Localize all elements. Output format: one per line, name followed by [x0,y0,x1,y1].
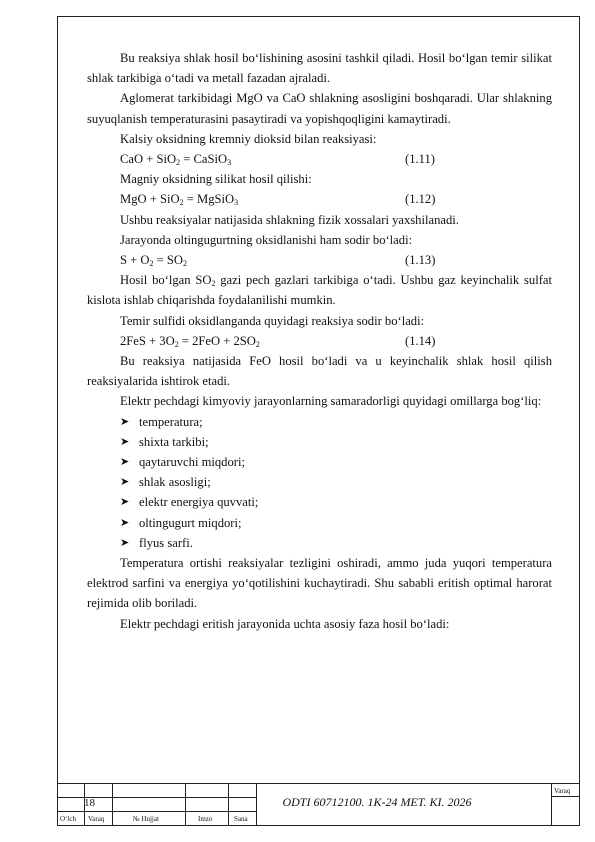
text-line: Temir sulfidi oksidlanganda quyidagi reaksiya sodir bo‘ladi: [120,313,425,328]
stamp-line [57,811,256,812]
stamp-line [551,796,580,797]
title-block [57,783,580,826]
sheet-label: Varaq [554,787,571,795]
paragraph: Temperatura ortishi reaksiyalar tezligini oshiradi, ammo juda yuqori temperatura elektrod sarfini va energiya yo‘qotilishini kuchaytiradi. Shu sababli eritish optimal harorat rejimida olib boriladi. [87,556,552,611]
paragraph: Bu reaksiya shlak hosil bo‘lishining asosini tashkil qiladi. Hosil bo‘lgan temir silikat shlak tarkibiga o‘tadi va metall fazadan ajraladi. [87,51,552,86]
page-number: 18 [84,797,95,809]
equation-number: (1.14) [405,333,436,348]
list-item: ➤ temperatura; [87,412,552,432]
col-varaq: Varaq [88,815,105,823]
arrow-bullet-icon: ➤ [120,456,130,469]
equation-1-13: $S + O_2 = SO_2$ (1.13) [87,250,552,270]
arrow-bullet-icon: ➤ [120,476,130,489]
list-item: ➤ qaytaruvchi miqdori; [87,452,552,472]
equation-number: (1.13) [405,253,436,268]
text-line: Jarayonda oltingugurtning oksidlanishi ham sodir bo‘ladi: [120,232,413,247]
stamp-line [551,783,552,826]
paragraph: Aglomerat tarkibidagi MgO va CaO shlakning asosligini boshqaradi. Ular shlakning suyuqlanish temperaturasini pasaytiradi va yopishqoqligini kamaytiradi. [87,91,552,126]
arrow-bullet-icon: ➤ [120,435,130,448]
arrow-bullet-icon: ➤ [120,516,130,529]
paragraph: Bu reaksiya natijasida FeO hosil bo‘ladi va u keyinchalik shlak hosil qilish reaksiyalarida ishtirok etadi. [87,354,552,389]
arrow-bullet-icon: ➤ [120,496,130,509]
list-item: ➤ shlak asosligi; [87,472,552,492]
col-hujjat: № Hujjat [133,815,159,823]
equation-number: (1.12) [405,192,436,207]
arrow-bullet-icon: ➤ [120,415,130,428]
list-item: ➤ flyus sarfi. [87,533,552,553]
document-code: ODTI 60712100. 1K-24 MET. KI. 2026 [282,795,472,809]
col-sana: Sana [234,815,248,823]
paragraph: Hosil bo‘lgan $SO_2$ gazi pech gazlari tarkibiga o‘tadi. Ushbu gaz keyinchalik sulfat kislota ishlab chiqarishda foydalanilishi mumkin. [87,273,553,308]
col-olch: O‘lch [60,815,76,823]
col-imzo: Imzo [198,815,213,823]
list-item: ➤ oltingugurt miqdori; [87,513,552,533]
stamp-line [112,783,113,826]
equation-1-12: MgO + SiO$_2$ = MgSiO$_3$ (1.12) [87,189,552,209]
text-line: Kalsiy oksidning kremniy dioksid bilan reaksiyasi: [120,131,377,146]
stamp-line [256,783,257,826]
arrow-bullet-icon: ➤ [120,536,130,549]
document-body [87,48,552,634]
stamp-line [185,783,186,826]
paragraph: Elektr pechdagi kimyoviy jarayonlarning samaradorligi quyidagi omillarga bog‘liq: [120,394,542,409]
equation-number: (1.11) [405,152,435,167]
text-line: Elektr pechdagi eritish jarayonida uchta asosiy faza hosil bo‘ladi: [120,616,450,631]
stamp-line [57,783,580,784]
equation-1-11: CaO + SiO$_2$ = CaSiO$_3$ (1.11) [87,149,552,169]
text-line: Magniy oksidning silikat hosil qilishi: [120,172,312,187]
factor-list [87,412,552,553]
stamp-line [228,783,229,826]
text-line: Ushbu reaksiyalar natijasida shlakning fizik xossalari yaxshilanadi. [120,212,459,227]
list-item: ➤ elektr energiya quvvati; [87,492,552,512]
equation-lhs: CaO + SiO [120,152,177,167]
equation-1-14: $2FeS + 3O_2 = 2FeO + 2SO_2$ (1.14) [87,331,552,351]
list-item: ➤ shixta tarkibi; [87,432,552,452]
